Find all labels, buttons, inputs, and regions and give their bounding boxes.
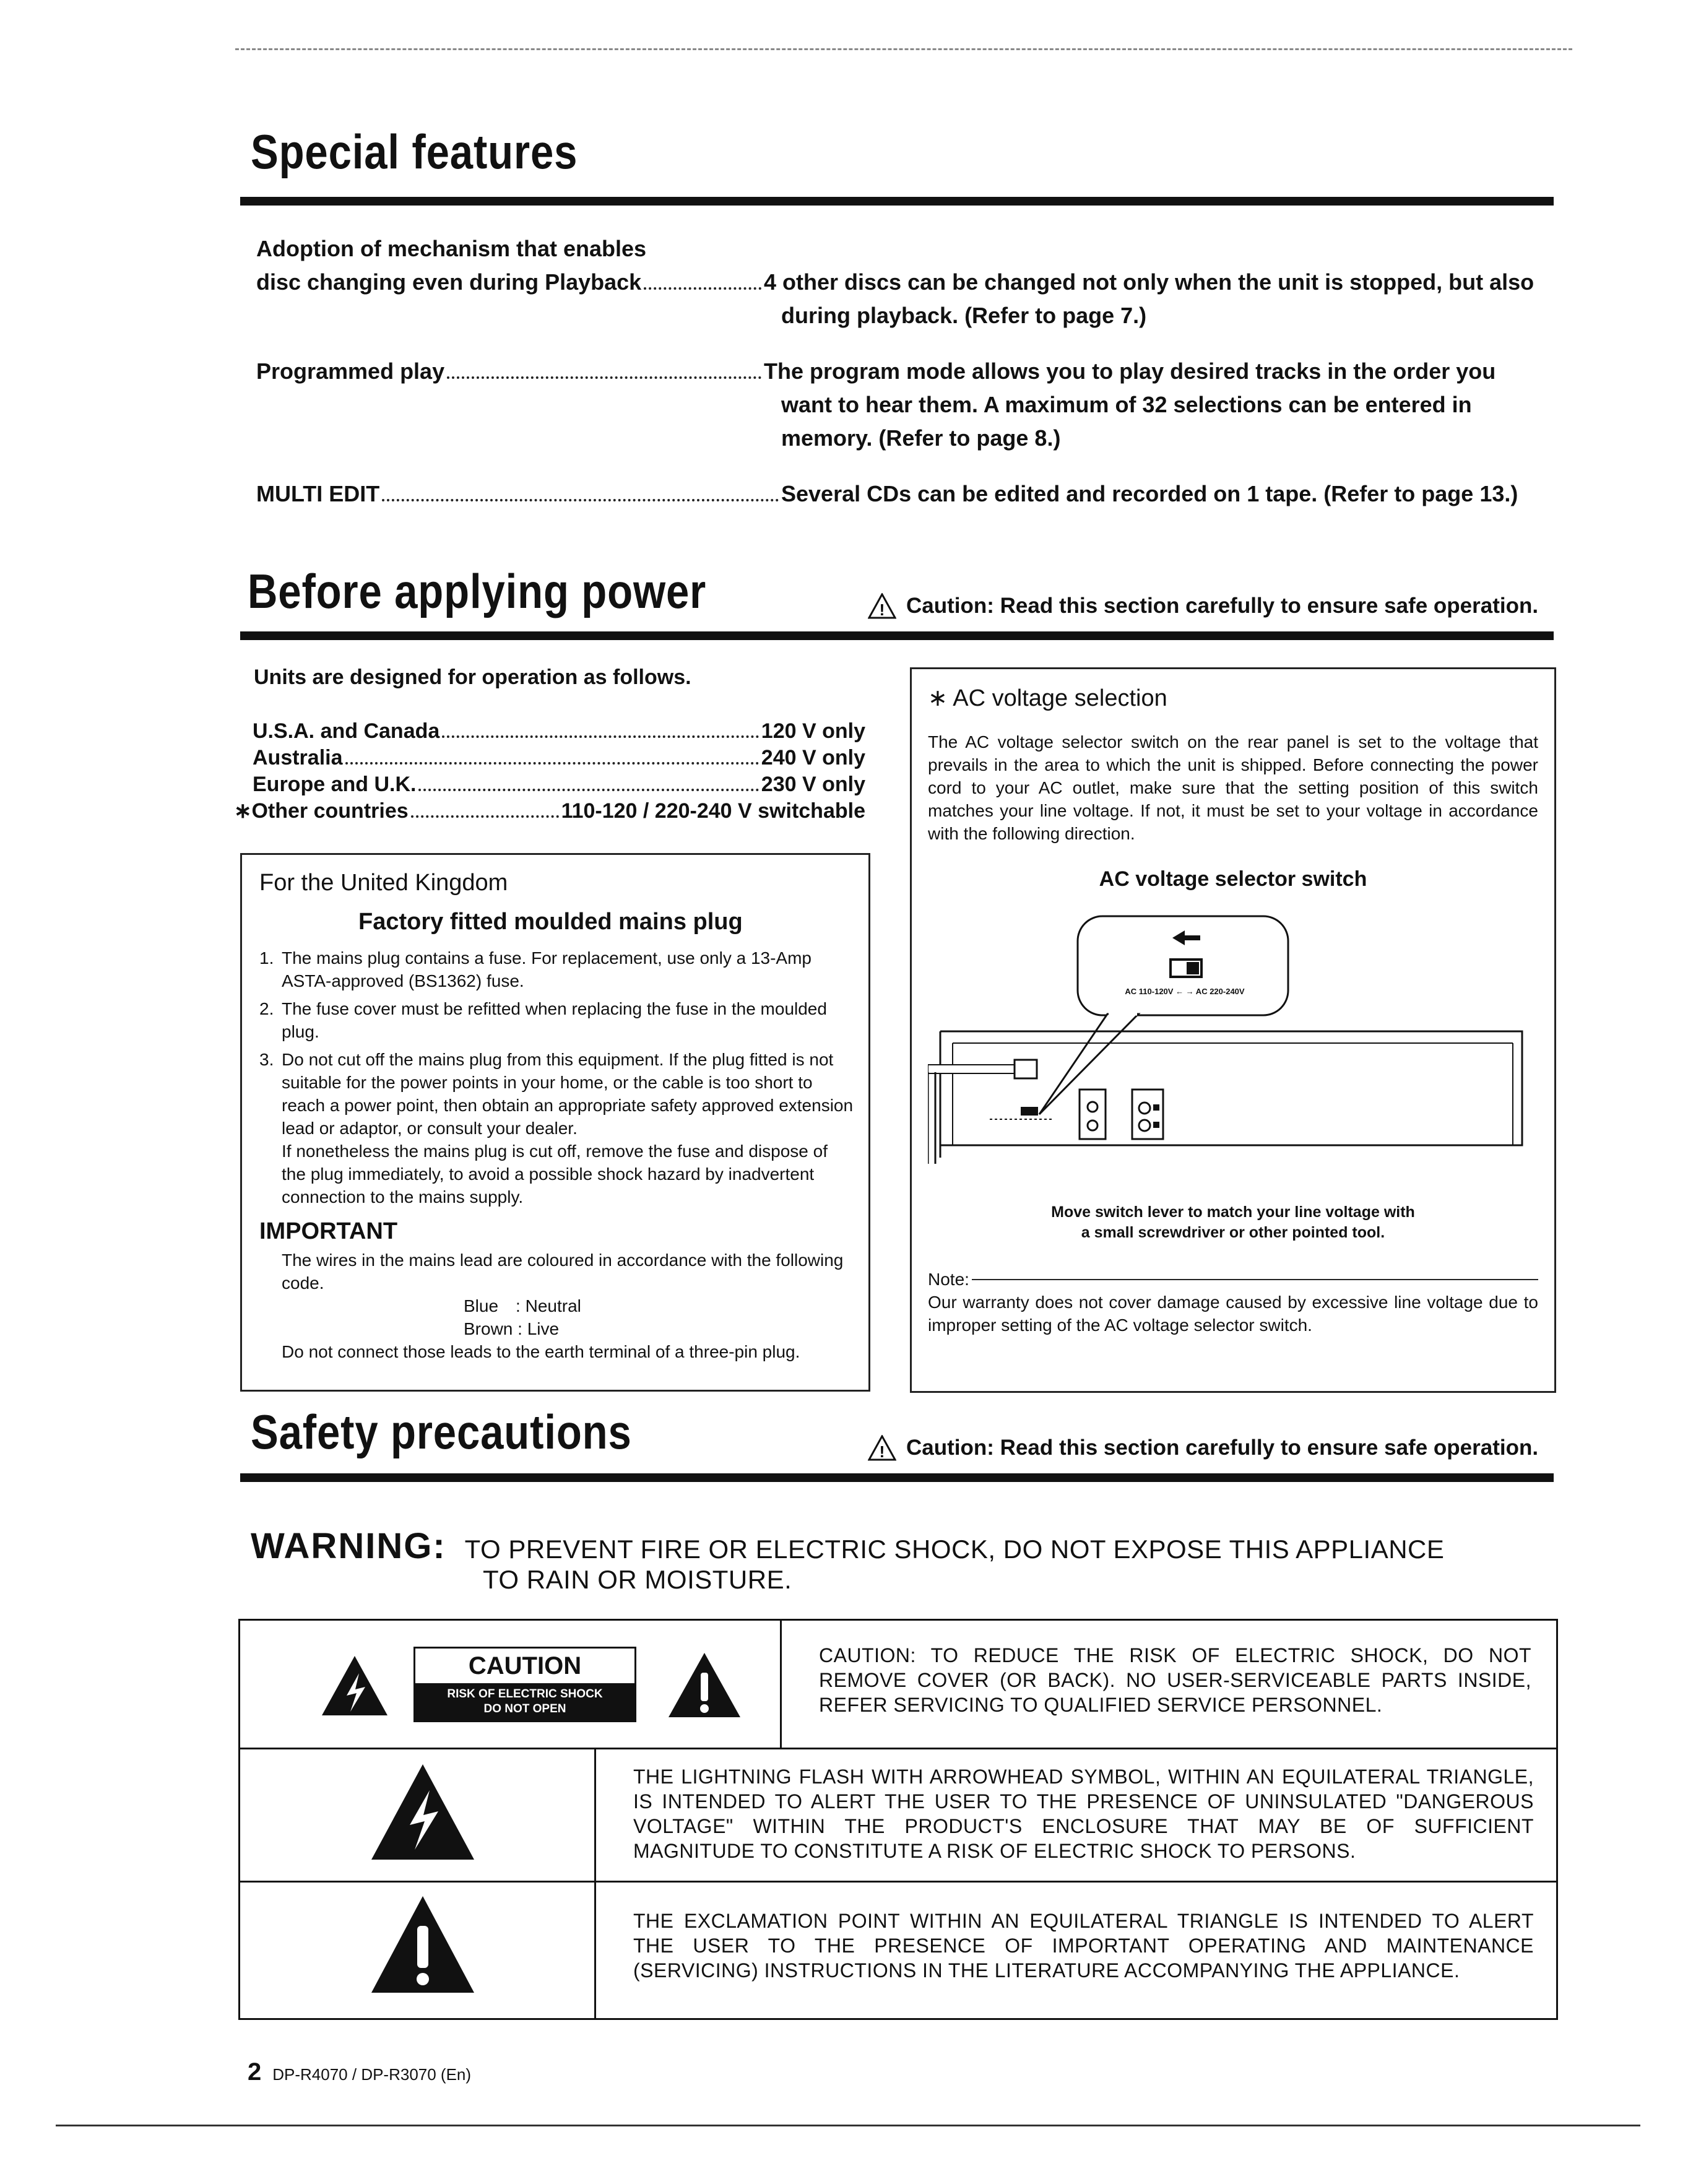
ac-text: The AC voltage selector switch on the rear panel is set to the voltage that prevails in the area to which the unit is shipped. Before connecting the power cord to your AC outlet, make sure that the setting position of this switch matches your line voltage. If not, it must be set to your voltage in accordance with the following direction. — [928, 732, 1538, 843]
uk-heading: For the United Kingdom — [259, 870, 508, 896]
feature-text-cont: memory. (Refer to page 8.) — [781, 425, 1061, 451]
note-label: Note: — [928, 1270, 969, 1289]
list-item — [259, 1048, 856, 1140]
note-rule — [972, 1279, 1538, 1280]
voltage-row — [234, 745, 865, 771]
feature-label: disc changing even during Playback — [256, 269, 642, 295]
feature-list — [256, 232, 1556, 511]
page-number: 2 — [248, 2058, 262, 2086]
bottom-rule — [56, 2125, 1640, 2126]
uk-item3-extra: If nonetheless the mains plug is cut off, remove the fuse and dispose of the plug immediately, to avoid a possible shock hazard by inadvertent connection to the mains supply. — [282, 1142, 828, 1207]
list-text: The mains plug contains a fuse. For replacement, use only a 13-Amp ASTA-approved (BS1362) fuse. — [282, 948, 812, 990]
important-heading: IMPORTANT — [259, 1218, 398, 1244]
ac-voltage-box — [910, 667, 1556, 1393]
ac-heading: ∗ AC voltage selection — [928, 685, 1167, 711]
uk-box — [240, 853, 870, 1392]
before-power-title: Before applying power — [248, 564, 707, 618]
rear-panel-illustration — [928, 910, 1541, 1195]
exclamation-triangle-icon — [370, 1895, 475, 1994]
footer — [248, 2058, 471, 2086]
voltage-list — [234, 718, 865, 825]
voltage-region: Europe and U.K. — [253, 773, 417, 796]
list-num: 2. — [259, 999, 274, 1018]
model-number: DP-R4070 / DP-R3070 (En) — [272, 2065, 472, 2084]
exclamation-triangle-icon — [667, 1652, 742, 1718]
uk-subheading: Factory fitted moulded mains plug — [358, 909, 743, 935]
caution-label-title: CAUTION — [415, 1649, 634, 1683]
warning-line1: TO PREVENT FIRE OR ELECTRIC SHOCK, DO NOT EXPOSE THIS APPLIANCE — [464, 1535, 1445, 1564]
list-item — [259, 947, 856, 992]
caution-text: Caution: Read this section carefully to ensure safe operation. — [906, 1436, 1539, 1460]
warning-word: WARNING: — [251, 1526, 446, 1566]
dot-leader — [418, 789, 758, 791]
lightning-cell — [240, 1749, 596, 1883]
caution-text: Caution: Read this section carefully to ensure safe operation. — [906, 594, 1539, 618]
dot-leader — [345, 762, 759, 765]
switch-label: AC 110-120V ← → AC 220-240V — [1125, 987, 1245, 996]
units-heading: Units are designed for operation as follows. — [254, 665, 691, 689]
voltage-value: 110-120 / 220-240 V switchable — [561, 799, 865, 823]
feature-text: Several CDs can be edited and recorded on 1 tape. (Refer to page 13.) — [781, 481, 1518, 506]
row2-text: THE LIGHTNING FLASH WITH ARROWHEAD SYMBOL, WITHIN AN EQUILATERAL TRIANGLE, IS INTENDED TO ALERT THE USER TO THE PRESENCE OF UNINSULATED "DANGEROUS VOLTAGE" WITHIN THE PRODUCT'S ENCLOSURE THAT MAY BE OF SUFFICIENT MAGNITUDE TO CONSTITUTE A RISK OF ELECTRIC SHOCK TO PERSONS. — [596, 1749, 1556, 1883]
list-num: 1. — [259, 948, 274, 968]
safety-caution — [868, 1435, 1538, 1461]
caution-label — [413, 1647, 636, 1722]
warning-line2: TO RAIN OR MOISTURE. — [483, 1565, 792, 1594]
voltage-value: 240 V only — [761, 746, 865, 769]
warning-block — [251, 1525, 1444, 1567]
voltage-value: 230 V only — [761, 773, 865, 796]
uk-final-note: Do not connect those leads to the earth terminal of a three-pin plug. — [282, 1342, 800, 1361]
feature-item — [256, 355, 1556, 455]
caption-line: Move switch lever to match your line voltage with — [1051, 1203, 1415, 1221]
voltage-region: U.S.A. and Canada — [253, 719, 440, 743]
lightning-triangle-icon — [321, 1655, 389, 1717]
list-item — [259, 997, 856, 1043]
special-features-title: Special features — [251, 124, 578, 179]
svg-text:!: ! — [879, 600, 885, 619]
feature-label: Programmed play — [256, 358, 445, 384]
voltage-row — [234, 798, 865, 825]
top-dashed-rule — [235, 48, 1572, 50]
before-power-caution — [868, 593, 1538, 619]
voltage-row — [234, 718, 865, 745]
uk-list — [259, 947, 856, 1140]
row3-text: THE EXCLAMATION POINT WITHIN AN EQUILATERAL TRIANGLE IS INTENDED TO ALERT THE USER TO THE PRESENCE OF IMPORTANT OPERATING AND MAINTENANCE (SERVICING) INSTRUCTIONS IN THE LITERATURE ACCOMPANYING THE APPLIANCE. — [633, 1910, 1534, 1982]
feature-label: MULTI EDIT — [256, 481, 380, 506]
lightning-triangle-icon — [370, 1763, 475, 1861]
voltage-region: ∗Other countries — [234, 799, 409, 823]
symbols-table — [238, 1619, 1558, 2020]
dot-leader — [442, 735, 759, 738]
diagram-caption — [928, 1202, 1538, 1243]
wire-blue: Blue : Neutral — [464, 1296, 581, 1315]
feature-text: The program mode allows you to play desired tracks in the order you — [764, 358, 1496, 384]
dot-leader — [382, 499, 779, 501]
note-heading — [928, 1268, 1538, 1291]
dot-leader — [644, 287, 761, 290]
voltage-region: Australia — [253, 746, 343, 769]
caution-sub-line: DO NOT OPEN — [483, 1702, 566, 1715]
wire-brown: Brown : Live — [464, 1319, 560, 1338]
caution-label-cell — [240, 1621, 782, 1749]
warning-triangle-icon — [868, 1435, 896, 1461]
svg-text:!: ! — [879, 1442, 885, 1461]
section-rule — [240, 1473, 1554, 1482]
row1-text: CAUTION: TO REDUCE THE RISK OF ELECTRIC SHOCK, DO NOT REMOVE COVER (OR BACK). NO USER-SERVICEABLE PARTS INSIDE, REFER SERVICING TO QUALIFIED SERVICE PERSONNEL. — [782, 1621, 1556, 1749]
list-num: 3. — [259, 1050, 274, 1069]
voltage-value: 120 V only — [761, 719, 865, 743]
feature-text: 4 other discs can be changed not only when the unit is stopped, but also — [764, 269, 1534, 295]
safety-title: Safety precautions — [251, 1405, 632, 1459]
feature-item — [256, 232, 1556, 332]
section-rule — [240, 631, 1554, 640]
feature-item — [256, 477, 1556, 511]
feature-text-cont: want to hear them. A maximum of 32 selections can be entered in — [781, 392, 1472, 417]
diagram-title: AC voltage selector switch — [1099, 867, 1367, 891]
section-rule — [240, 197, 1554, 206]
rear-panel-diagram — [928, 910, 1538, 1195]
caution-label-sub — [415, 1683, 634, 1720]
feature-label-line1: Adoption of mechanism that enables — [256, 236, 647, 261]
list-text: Do not cut off the mains plug from this equipment. If the plug fitted is not suitable for the power points in your home, or the cable is too short to reach a power point, then obtain an appropriate safety approved extension lead or adaptor, or consult your dealer. — [282, 1050, 854, 1138]
dot-leader — [447, 376, 761, 379]
exclamation-cell — [240, 1883, 596, 2018]
feature-text-cont: during playback. (Refer to page 7.) — [781, 303, 1147, 328]
dot-leader — [411, 815, 559, 818]
important-text: The wires in the mains lead are coloured in accordance with the following code. — [282, 1250, 844, 1293]
caution-sub-line: RISK OF ELECTRIC SHOCK — [447, 1688, 603, 1701]
warning-triangle-icon — [868, 593, 896, 619]
list-text: The fuse cover must be refitted when replacing the fuse in the moulded plug. — [282, 999, 827, 1041]
caption-line: a small screwdriver or other pointed tool. — [1081, 1224, 1385, 1241]
note-text: Our warranty does not cover damage caused by excessive line voltage due to improper setting of the AC voltage selector switch. — [928, 1293, 1538, 1335]
voltage-row — [234, 771, 865, 798]
